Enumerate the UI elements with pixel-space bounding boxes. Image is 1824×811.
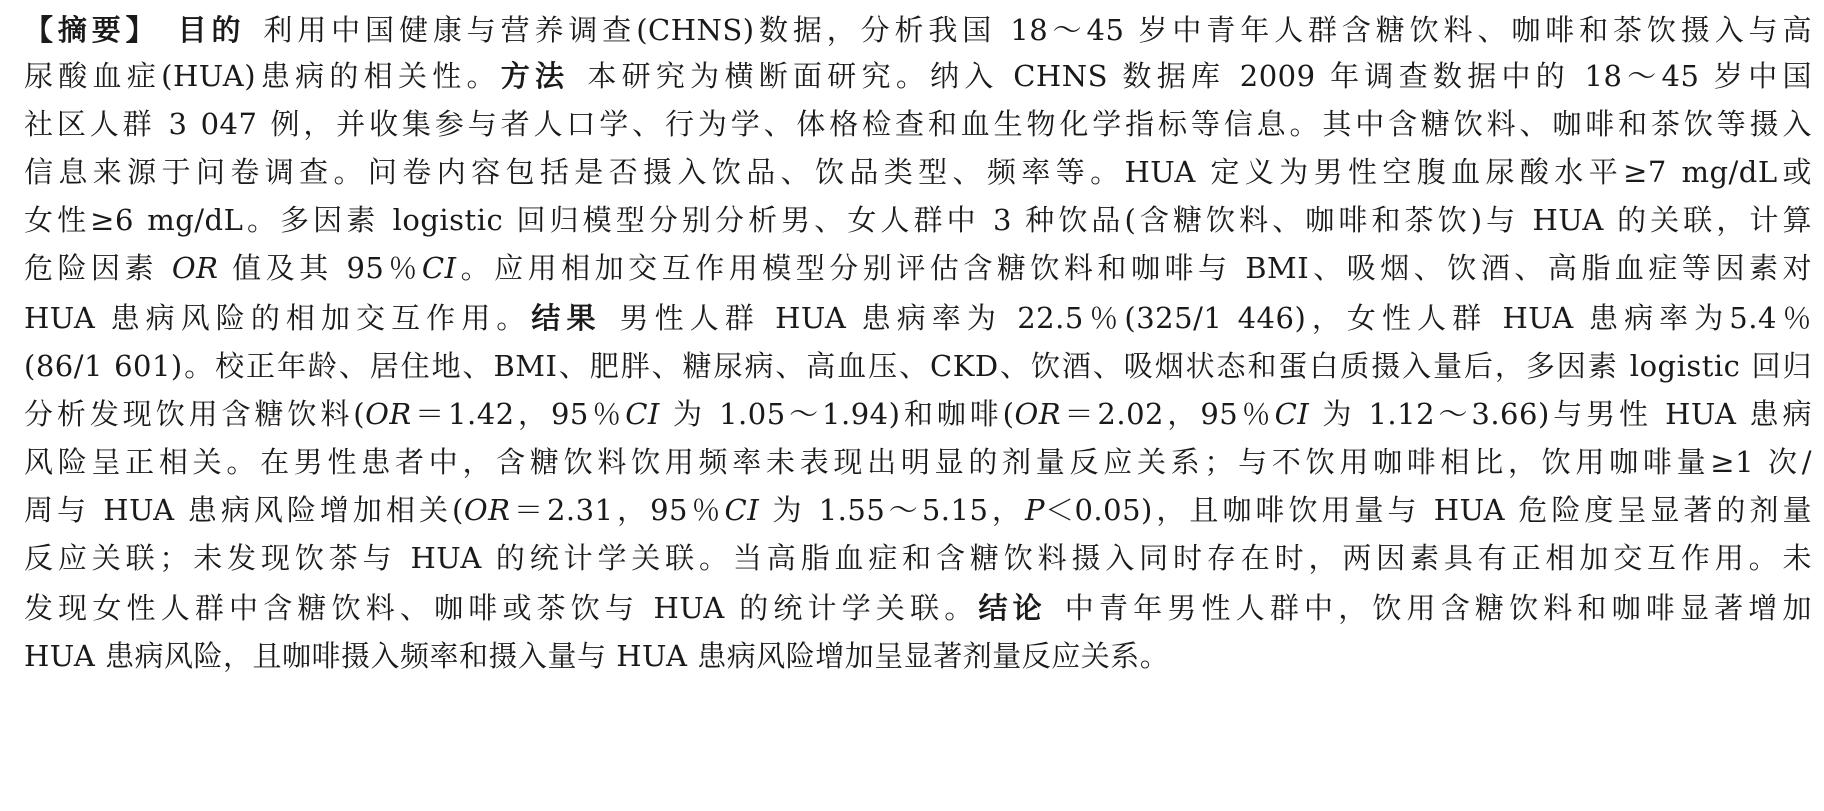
italic-term: OR	[1014, 397, 1062, 431]
abstract-text: 中青年男性人群中，饮用含糖饮料和咖啡显著增加	[1064, 591, 1812, 625]
abstract-text: 男性人群 HUA 患病率为 22.5％(325/1 446)，女性人群 HUA 患病率为5.4％	[619, 301, 1812, 335]
abstract-text: 发现女性人群中含糖饮料、咖啡或茶饮与 HUA 的统计学关联。	[24, 591, 979, 625]
abstract-text: ＜0.05)，且咖啡饮用量与 HUA 危险度呈显著的剂量	[1044, 493, 1812, 527]
abstract-line	[24, 440, 1812, 484]
abstract-heading: 【摘要】	[24, 13, 160, 47]
abstract-text: 危险因素	[24, 251, 172, 285]
abstract-line	[24, 150, 1812, 194]
abstract-text: 周与 HUA 患病风险增加相关(	[24, 493, 464, 527]
italic-term: CI	[724, 493, 760, 527]
italic-term: CI	[625, 397, 660, 431]
italic-term: OR	[463, 493, 511, 527]
abstract-text: 为 1.55～5.15，	[759, 493, 1025, 527]
abstract-text: HUA 患病风险的相加交互作用。	[24, 301, 532, 335]
abstract-text: 尿酸血症(HUA)患病的相关性。	[24, 59, 501, 93]
section-label: 方法	[500, 59, 570, 93]
abstract-text: 。应用相加交互作用模型分别评估含糖饮料和咖啡与 BMI、吸烟、饮酒、高脂血症等因素对	[456, 251, 1812, 285]
abstract-line	[24, 344, 1812, 388]
abstract-text: 利用中国健康与营养调查(CHNS)数据，分析我国 18～45 岁中青年人群含糖饮料、咖啡和茶饮摄入与高	[263, 13, 1812, 47]
abstract-line	[24, 102, 1812, 146]
abstract-text: 风险呈正相关。在男性患者中，含糖饮料饮用频率未表现出明显的剂量反应关系；与不饮用咖啡相比，饮用咖啡量≥1 次/	[24, 445, 1812, 479]
italic-term: OR	[365, 397, 412, 431]
abstract-line	[24, 392, 1812, 436]
abstract-line	[24, 246, 1812, 290]
abstract-text: 女性≥6 mg/dL。多因素 logistic 回归模型分别分析男、女人群中 3 种饮品(含糖饮料、咖啡和茶饮)与 HUA 的关联，计算	[24, 203, 1812, 237]
abstract-text: 为 1.12～3.66)与男性 HUA 患病	[1309, 397, 1812, 431]
abstract-line	[24, 198, 1812, 242]
abstract-text: ＝2.02，95％	[1061, 397, 1275, 431]
abstract-text: 信息来源于问卷调查。问卷内容包括是否摄入饮品、饮品类型、频率等。HUA 定义为男性空腹血尿酸水平≥7 mg/dL或	[24, 155, 1812, 189]
abstract-line	[24, 296, 1812, 340]
abstract-text: 值及其 95％	[218, 251, 422, 285]
abstract-text: 分析发现饮用含糖饮料(	[24, 397, 366, 431]
abstract-text: 社区人群 3 047 例，并收集参与者人口学、行为学、体格检查和血生物化学指标等信息。其中含糖饮料、咖啡和茶饮等摄入	[24, 107, 1812, 141]
section-label: 结果	[531, 301, 602, 335]
abstract-line	[24, 586, 1812, 630]
italic-term: P	[1024, 493, 1045, 527]
italic-term: OR	[171, 251, 219, 285]
italic-term: CI	[421, 251, 457, 285]
abstract-text: 反应关联；未发现饮茶与 HUA 的统计学关联。当高脂血症和含糖饮料摄入同时存在时，两因素具有正相加交互作用。未	[24, 541, 1812, 575]
abstract-line	[24, 536, 1812, 580]
abstract-line	[24, 634, 1812, 678]
abstract-line	[24, 8, 1812, 52]
abstract-text: ＝1.42，95％	[411, 397, 626, 431]
abstract-text: HUA 患病风险，且咖啡摄入频率和摄入量与 HUA 患病风险增加呈显著剂量反应关系。	[24, 639, 1170, 673]
abstract-text: ＝2.31，95％	[510, 493, 725, 527]
abstract-line	[24, 488, 1812, 532]
abstract-text: 本研究为横断面研究。纳入 CHNS 数据库 2009 年调查数据中的 18～45 岁中国	[587, 59, 1812, 93]
italic-term: CI	[1274, 397, 1310, 431]
abstract-text: 为 1.05～1.94)和咖啡(	[659, 397, 1015, 431]
section-label: 目的	[177, 13, 246, 47]
abstract-paragraph	[24, 8, 1812, 808]
abstract-text: (86/1 601)。校正年龄、居住地、BMI、肥胖、糖尿病、高血压、CKD、饮酒、吸烟状态和蛋白质摄入量后，多因素 logistic 回归	[24, 349, 1812, 383]
abstract-line	[24, 54, 1812, 98]
section-label: 结论	[978, 591, 1047, 625]
